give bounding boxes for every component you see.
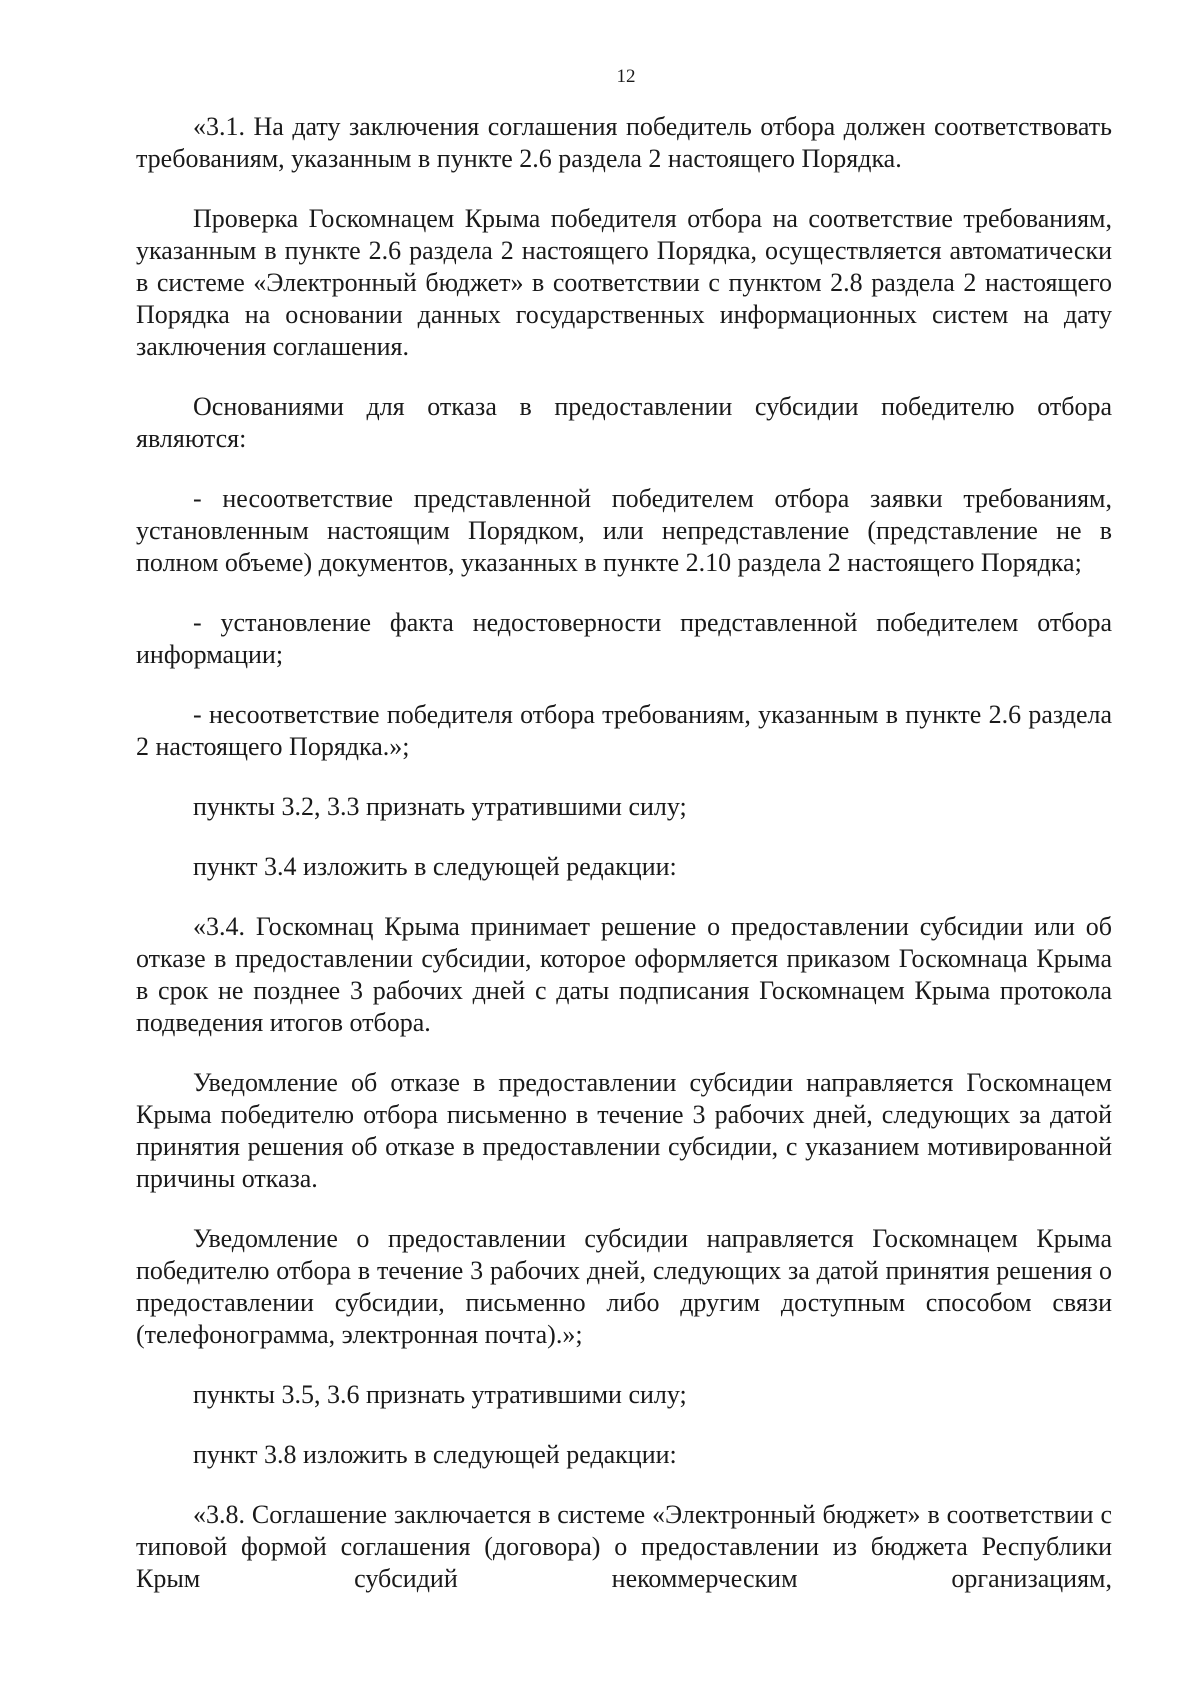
paragraph-items-3-2-3-3: пункты 3.2, 3.3 признать утратившими силу; [193, 792, 687, 821]
list-item-nonconformity-application: - несоответствие представленной победителем отбора заявки требованиям, установленным настоящим Порядком, или непредставление (представление не в полном объеме) документов, указанных в пункте 2.10 раздела 2 настоящего Порядка; [136, 484, 1112, 577]
paragraph-items-3-5-3-6: пункты 3.5, 3.6 признать утратившими силу; [193, 1380, 687, 1409]
paragraph-item-3-8-intro: пункт 3.8 изложить в следующей редакции: [193, 1440, 677, 1469]
paragraph-grant-notice: Уведомление о предоставлении субсидии направляется Госкомнацем Крыма победителю отбора в течение 3 рабочих дней, следующих за датой принятия решения о предоставлении субсидии, письменно либо другим доступным способом связи (телефонограмма, электронная почта).»; [136, 1224, 1112, 1349]
page-number: 12 [616, 66, 636, 87]
paragraph-refusal-notice: Уведомление об отказе в предоставлении субсидии направляется Госкомнацем Крыма победителю отбора письменно в течение 3 рабочих дней, следующих за датой принятия решения об отказе в предоставлении субсидии, с указанием мотивированной причины отказа. [136, 1068, 1112, 1193]
paragraph-refusal-grounds: Основаниями для отказа в предоставлении субсидии победителю отбора являются: [136, 392, 1112, 453]
paragraph-3-1: «3.1. На дату заключения соглашения победитель отбора должен соответствовать требованиям, указанным в пункте 2.6 раздела 2 настоящего Порядка. [136, 112, 1112, 173]
paragraph-item-3-4-intro: пункт 3.4 изложить в следующей редакции: [193, 852, 677, 881]
list-item-unreliable-info: - установление факта недостоверности представленной победителем отбора информации; [136, 608, 1112, 669]
paragraph-3-8: «3.8. Соглашение заключается в системе «Электронный бюджет» в соответствии с типовой формой соглашения (договора) о предоставлении из бюджета Республики Крым субсидий некоммерческим организациям, [136, 1500, 1112, 1593]
document-body [136, 111, 1112, 1595]
paragraph-3-4: «3.4. Госкомнац Крыма принимает решение о предоставлении субсидии или об отказе в предоставлении субсидии, которое оформляется приказом Госкомнаца Крыма в срок не позднее 3 рабочих дней с даты подписания Госкомнацем Крыма протокола подведения итогов отбора. [136, 912, 1112, 1037]
paragraph-verification: Проверка Госкомнацем Крыма победителя отбора на соответствие требованиям, указанным в пункте 2.6 раздела 2 настоящего Порядка, осуществляется автоматически в системе «Электронный бюджет» в соответствии с пунктом 2.8 раздела 2 настоящего Порядка на основании данных государственных информационных систем на дату заключения соглашения. [136, 204, 1112, 361]
list-item-nonconformity-winner: - несоответствие победителя отбора требованиям, указанным в пункте 2.6 раздела 2 настоящего Порядка.»; [136, 700, 1112, 761]
